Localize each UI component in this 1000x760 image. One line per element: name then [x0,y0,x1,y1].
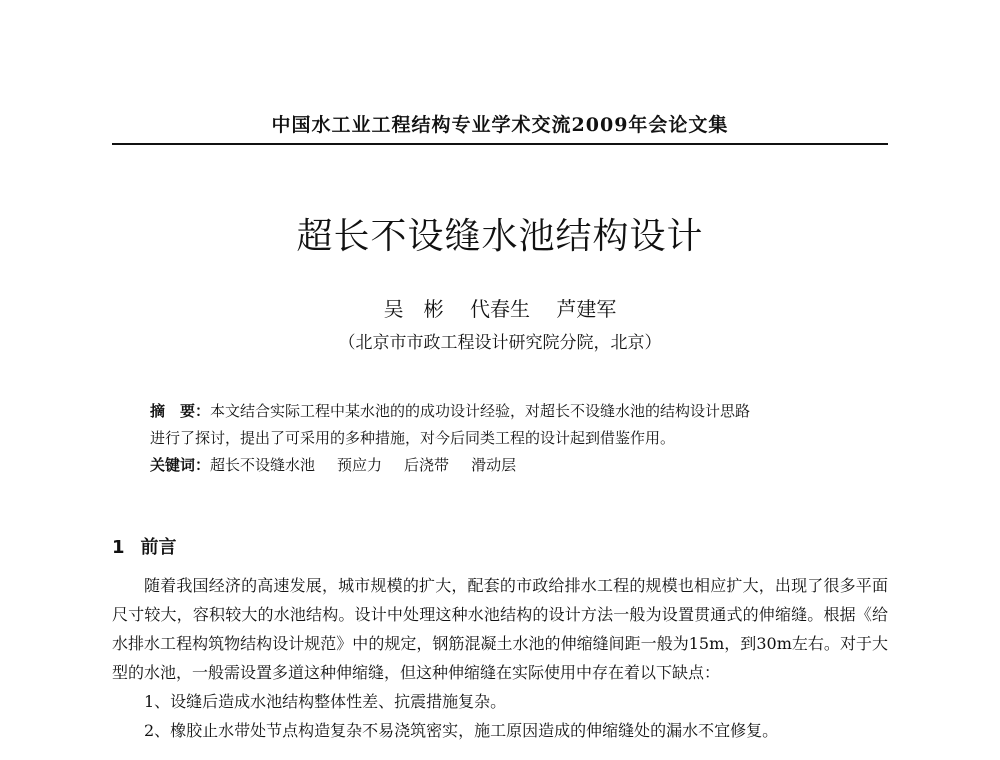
keywords-label: 关键词： [150,456,211,474]
author-name: 代春生 [470,297,530,321]
abstract-text: 本文结合实际工程中某水池的的成功设计经验，对超长不设缝水池的结构设计思路 [210,402,751,420]
running-header: 中国水工业工程结构专业学术交流2009年会论文集 [271,114,729,136]
keyword: 后浇带 [404,456,450,474]
body-paragraph: 随着我国经济的高速发展，城市规模的扩大，配套的市政给排水工程的规模也相应扩大，出现了很多平面尺寸较大，容积较大的水池结构。设计中处理这种水池结构的设计方法一般为设置贯通式的伸缩缝。根据《给水排水工程构筑物结构设计规范》中的规定，钢筋混凝土水池的伸缩缝间距一般为15m，到30m左右。对于大型的水池，一般需设置多道这种伸缩缝，但这种伸缩缝在实际使用中存在着以下缺点： [112,576,888,682]
section-body [112,571,888,745]
section-number: 1 [112,537,125,558]
author-name: 吴 彬 [383,297,444,321]
abstract-line [150,398,870,425]
section-heading [112,533,177,559]
keywords [150,452,870,479]
abstract [150,398,870,479]
list-item: 1、设缝后造成水池结构整体性差、抗震措施复杂。 [144,692,507,711]
keyword: 滑动层 [471,456,517,474]
keyword: 超长不设缝水池 [210,456,316,474]
list-item: 2、橡胶止水带处节点构造复杂不易浇筑密实，施工原因造成的伸缩缝处的漏水不宜修复。 [144,721,779,740]
author-name: 芦建军 [556,297,617,321]
section-title: 前言 [140,537,177,558]
abstract-label: 摘 要： [150,402,211,420]
author-list [0,293,1000,322]
paper-title: 超长不设缝水池结构设计 [296,216,704,257]
keyword: 预应力 [337,456,383,474]
affiliation: （北京市市政工程设计研究院分院，北京） [338,333,662,353]
header-rule [112,143,888,145]
abstract-line: 进行了探讨，提出了可采用的多种措施，对今后同类工程的设计起到借鉴作用。 [150,429,676,447]
